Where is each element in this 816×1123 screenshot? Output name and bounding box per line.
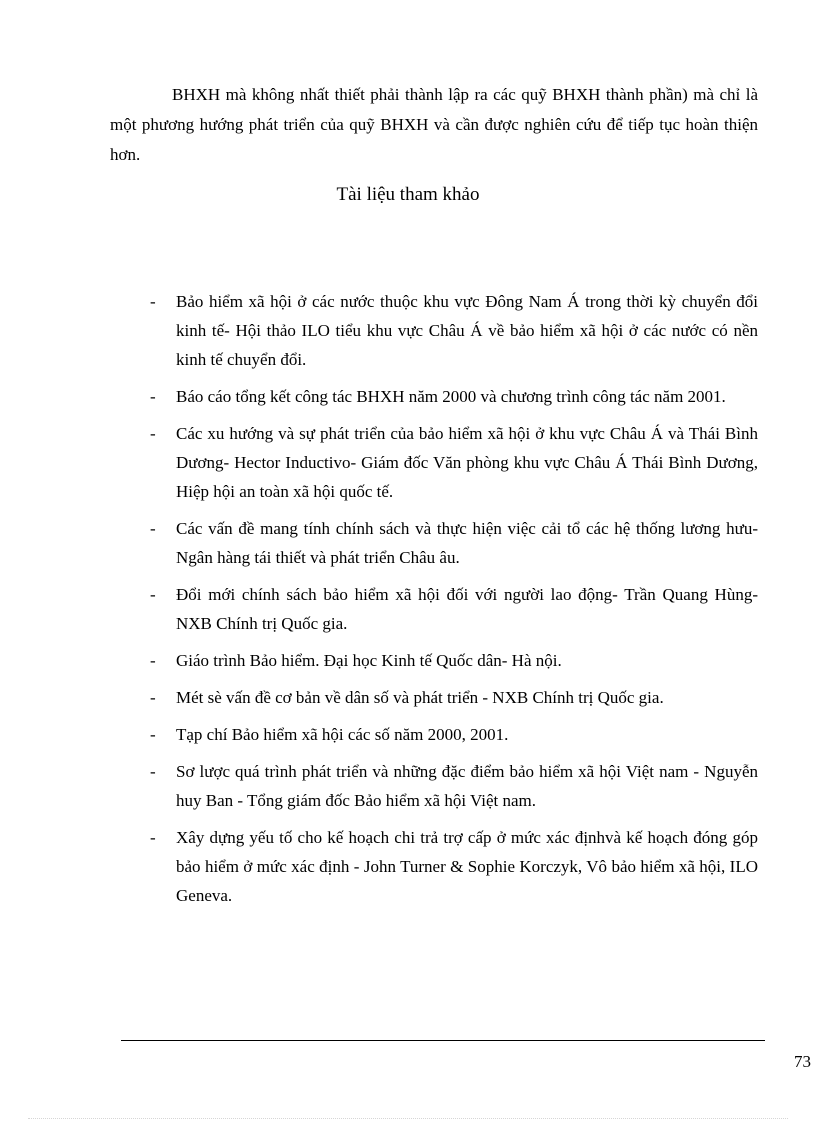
page-bottom-edge	[28, 1118, 788, 1119]
reference-item	[150, 287, 758, 374]
reference-item	[150, 757, 758, 815]
reference-item	[150, 514, 758, 572]
reference-text: Mét sè vấn đề cơ bản về dân số và phát triển - NXB Chính trị Quốc gia.	[176, 688, 664, 707]
bullet-dash: -	[150, 688, 156, 707]
reference-text: Sơ lược quá trình phát triển và những đặc điểm bảo hiểm xã hội Việt nam - Nguyễn huy Ban - Tổng giám đốc Bảo hiểm xã hội Việt nam.	[176, 762, 758, 810]
reference-text: Bảo hiểm xã hội ở các nước thuộc khu vực Đông Nam Á trong thời kỳ chuyển đổi kinh tế- Hội thảo ILO tiểu khu vực Châu Á về bảo hiểm xã hội ở các nước có nền kinh tế chuyển đổi.	[176, 292, 758, 369]
reference-item	[150, 683, 758, 712]
section-title: Tài liệu tham khảo	[336, 184, 480, 205]
reference-text: Đổi mới chính sách bảo hiểm xã hội đối với người lao động- Trần Quang Hùng- NXB Chính trị Quốc gia.	[176, 585, 758, 633]
reference-text: Xây dựng yếu tố cho kế hoạch chi trả trợ cấp ở mức xác địnhvà kế hoạch đóng góp bảo hiểm ở mức xác định - John Turner & Sophie Korczyk, Vô bảo hiểm xã hội, ILO Geneva.	[176, 828, 758, 905]
bullet-dash: -	[150, 292, 156, 311]
bullet-dash: -	[150, 725, 156, 744]
reference-item	[150, 580, 758, 638]
bullet-dash: -	[150, 519, 156, 538]
intro-paragraph: BHXH mà không nhất thiết phải thành lập ra các quỹ BHXH thành phần) mà chỉ là một phương hướng phát triển của quỹ BHXH và cần được nghiên cứu để tiếp tục hoàn thiện hơn.	[110, 85, 758, 164]
footer-divider	[121, 1040, 765, 1041]
reference-text: Tạp chí Bảo hiểm xã hội các số năm 2000, 2001.	[176, 725, 509, 744]
reference-item	[150, 823, 758, 910]
reference-text: Các xu hướng và sự phát triển của bảo hiểm xã hội ở khu vực Châu Á và Thái Bình Dương- Hector Inductivo- Giám đốc Văn phòng khu vực Châu Á Thái Bình Dương, Hiệp hội an toàn xã hội quốc tế.	[176, 424, 758, 501]
reference-item	[150, 382, 758, 411]
reference-text: Giáo trình Bảo hiểm. Đại học Kinh tế Quốc dân- Hà nội.	[176, 651, 562, 670]
bullet-dash: -	[150, 387, 156, 406]
reference-item	[150, 720, 758, 749]
reference-text: Báo cáo tổng kết công tác BHXH năm 2000 và chương trình công tác năm 2001.	[176, 387, 726, 406]
reference-item	[150, 646, 758, 675]
reference-list	[150, 287, 758, 918]
bullet-dash: -	[150, 762, 156, 781]
bullet-dash: -	[150, 585, 156, 604]
page-number: 73	[794, 1052, 811, 1071]
bullet-dash: -	[150, 828, 156, 847]
bullet-dash: -	[150, 424, 156, 443]
reference-text: Các vấn đề mang tính chính sách và thực hiện việc cải tổ các hệ thống lương hưu- Ngân hàng tái thiết và phát triển Châu âu.	[176, 519, 758, 567]
reference-item	[150, 419, 758, 506]
bullet-dash: -	[150, 651, 156, 670]
